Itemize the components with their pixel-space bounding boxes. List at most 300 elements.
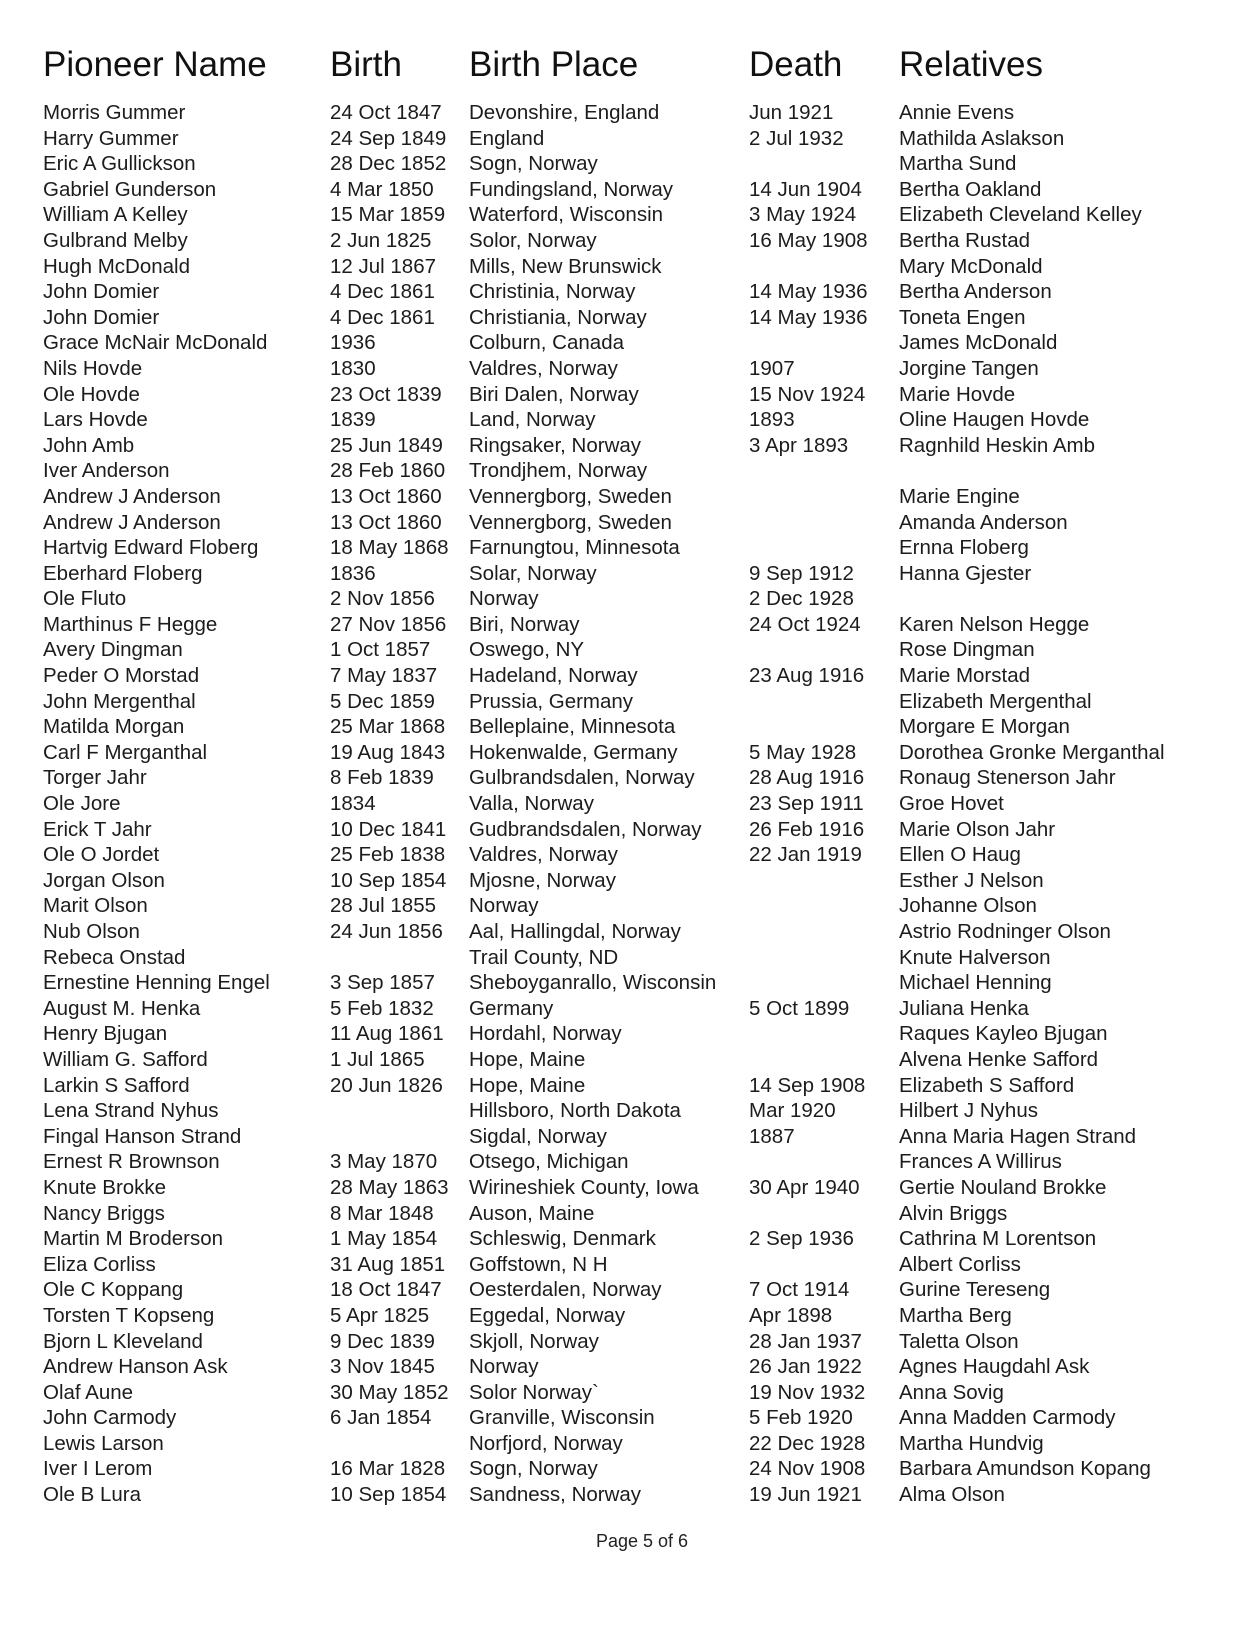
relatives-cell: Amanda Anderson	[899, 510, 1068, 534]
relatives-cell: Bertha Oakland	[899, 177, 1042, 201]
birth-date-cell: 19 Aug 1843	[330, 740, 446, 764]
relatives-cell: Esther J Nelson	[899, 868, 1044, 892]
death-date-cell: 9 Sep 1912	[749, 561, 854, 585]
table-row	[0, 740, 1244, 766]
relatives-cell: Alvin Briggs	[899, 1201, 1008, 1225]
birth-place-cell: Belleplaine, Minnesota	[469, 715, 676, 739]
birth-place-cell: Vennergborg, Sweden	[469, 484, 672, 508]
pioneer-name-cell: William A Kelley	[43, 203, 188, 227]
birth-date-cell: 28 Dec 1852	[330, 152, 447, 176]
relatives-cell: Elizabeth S Safford	[899, 1073, 1075, 1097]
pioneer-name-cell: Harry Gummer	[43, 126, 179, 150]
table-row	[0, 1277, 1244, 1303]
table-row	[0, 1226, 1244, 1252]
relatives-cell: Marie Engine	[899, 484, 1020, 508]
birth-date-cell: 18 May 1868	[330, 536, 449, 560]
pioneer-name-cell: Peder O Morstad	[43, 664, 200, 688]
birth-place-cell: Colburn, Canada	[469, 331, 624, 355]
pioneer-name-cell: August M. Henka	[43, 996, 201, 1020]
death-date-cell: 16 May 1908	[749, 228, 868, 252]
birth-date-cell: 30 May 1852	[330, 1380, 449, 1404]
table-row	[0, 714, 1244, 740]
birth-place-cell: Land, Norway	[469, 408, 596, 432]
birth-date-cell: 6 Jan 1854	[330, 1406, 432, 1430]
relatives-cell: Anna Maria Hagen Strand	[899, 1124, 1137, 1148]
birth-place-cell: Ringsaker, Norway	[469, 433, 642, 457]
pioneer-name-cell: Hartvig Edward Floberg	[43, 536, 259, 560]
relatives-cell: Marie Hovde	[899, 382, 1016, 406]
death-date-cell: 22 Jan 1919	[749, 843, 862, 867]
birth-place-cell: Sogn, Norway	[469, 152, 598, 176]
pioneer-name-cell: Nancy Briggs	[43, 1201, 165, 1225]
pioneer-name-cell: Erick T Jahr	[43, 817, 152, 841]
pioneer-name-cell: Ole C Koppang	[43, 1278, 184, 1302]
birth-date-cell: 1 Oct 1857	[330, 638, 431, 662]
pioneer-name-cell: Gabriel Gunderson	[43, 177, 217, 201]
relatives-cell: Elizabeth Mergenthal	[899, 689, 1092, 713]
pioneer-name-cell: Hugh McDonald	[43, 254, 190, 278]
relatives-cell: Juliana Henka	[899, 996, 1029, 1020]
death-date-cell: 2 Dec 1928	[749, 587, 854, 611]
death-date-cell: 2 Jul 1932	[749, 126, 844, 150]
relatives-cell: Gertie Nouland Brokke	[899, 1175, 1107, 1199]
birth-date-cell: 5 Dec 1859	[330, 689, 435, 713]
birth-date-cell: 12 Jul 1867	[330, 254, 437, 278]
relatives-cell: Ragnhild Heskin Amb	[899, 433, 1095, 457]
table-row	[0, 1252, 1244, 1278]
birth-date-cell: 3 May 1870	[330, 1150, 438, 1174]
column-headers	[0, 40, 1244, 90]
death-date-cell: 28 Jan 1937	[749, 1329, 862, 1353]
death-date-cell: 5 May 1928	[749, 740, 857, 764]
table-row	[0, 791, 1244, 817]
birth-place-cell: Wirineshiek County, Iowa	[469, 1175, 699, 1199]
header-birth-place: Birth Place	[469, 45, 639, 84]
birth-date-cell: 15 Mar 1859	[330, 203, 446, 227]
table-row	[0, 535, 1244, 561]
table-row	[0, 356, 1244, 382]
table-row	[0, 689, 1244, 715]
birth-place-cell: Christinia, Norway	[469, 280, 636, 304]
relatives-cell: Frances A Willirus	[899, 1150, 1062, 1174]
relatives-cell: Jorgine Tangen	[899, 356, 1039, 380]
table-row	[0, 996, 1244, 1022]
birth-place-cell: Waterford, Wisconsin	[469, 203, 664, 227]
birth-place-cell: Sandness, Norway	[469, 1483, 642, 1507]
relatives-cell: Annie Evens	[899, 101, 1015, 124]
birth-date-cell: 18 Oct 1847	[330, 1278, 442, 1302]
pioneer-name-cell: Carl F Merganthal	[43, 740, 208, 764]
pioneer-name-cell: Andrew J Anderson	[43, 510, 221, 534]
death-date-cell: 14 May 1936	[749, 305, 868, 329]
pioneer-name-cell: Matilda Morgan	[43, 715, 185, 739]
table-row	[0, 305, 1244, 331]
table-row	[0, 561, 1244, 587]
birth-date-cell: 24 Sep 1849	[330, 126, 447, 150]
table-row	[0, 202, 1244, 228]
birth-place-cell: Valla, Norway	[469, 792, 594, 816]
death-date-cell: 15 Nov 1924	[749, 382, 866, 406]
relatives-cell: Cathrina M Lorentson	[899, 1227, 1097, 1251]
death-date-cell: 1893	[749, 408, 795, 432]
birth-place-cell: Sheboyganrallo, Wisconsin	[469, 971, 717, 995]
table-row	[0, 817, 1244, 843]
pioneer-name-cell: John Mergenthal	[43, 689, 196, 713]
death-date-cell: 19 Nov 1932	[749, 1380, 866, 1404]
table-row	[0, 510, 1244, 536]
birth-date-cell: 1936	[330, 331, 376, 355]
pioneer-name-cell: Knute Brokke	[43, 1175, 167, 1199]
birth-place-cell: Hope, Maine	[469, 1073, 586, 1097]
birth-date-cell: 3 Nov 1845	[330, 1355, 435, 1379]
birth-place-cell: Sogn, Norway	[469, 1457, 598, 1481]
table-row	[0, 407, 1244, 433]
birth-date-cell: 16 Mar 1828	[330, 1457, 446, 1481]
birth-place-cell: Solor, Norway	[469, 228, 597, 252]
death-date-cell: 14 Sep 1908	[749, 1073, 866, 1097]
table-row	[0, 126, 1244, 152]
table-row	[0, 254, 1244, 280]
birth-date-cell: 1836	[330, 561, 376, 585]
birth-place-cell: Prussia, Germany	[469, 689, 634, 713]
relatives-cell: Michael Henning	[899, 971, 1052, 995]
relatives-cell: Alvena Henke Safford	[899, 1047, 1099, 1071]
pioneer-name-cell: Ole O Jordet	[43, 843, 160, 867]
birth-place-cell: Oswego, NY	[469, 638, 585, 662]
table-row	[0, 228, 1244, 254]
table-row	[0, 1124, 1244, 1150]
relatives-cell: Knute Halverson	[899, 945, 1051, 969]
table-row	[0, 1201, 1244, 1227]
relatives-cell: Hanna Gjester	[899, 561, 1032, 585]
table-row	[0, 970, 1244, 996]
relatives-cell: Anna Sovig	[899, 1380, 1004, 1404]
birth-date-cell: 10 Sep 1854	[330, 1483, 447, 1507]
pioneer-name-cell: Olaf Aune	[43, 1380, 134, 1404]
table-row	[0, 484, 1244, 510]
pioneer-name-cell: Iver I Lerom	[43, 1457, 153, 1481]
birth-date-cell: 28 May 1863	[330, 1175, 449, 1199]
death-date-cell: 1907	[749, 356, 795, 380]
birth-place-cell: Norfjord, Norway	[469, 1431, 623, 1455]
birth-place-cell: Solar, Norway	[469, 561, 597, 585]
table-row	[0, 100, 1244, 126]
birth-date-cell: 4 Mar 1850	[330, 177, 434, 201]
birth-date-cell: 7 May 1837	[330, 664, 438, 688]
pioneer-name-cell: Avery Dingman	[43, 638, 183, 662]
pioneer-name-cell: Andrew J Anderson	[43, 484, 221, 508]
table-row	[0, 765, 1244, 791]
birth-date-cell: 1830	[330, 356, 376, 380]
pioneer-name-cell: Rebeca Onstad	[43, 945, 186, 969]
birth-place-cell: Sigdal, Norway	[469, 1124, 607, 1148]
table-row	[0, 1021, 1244, 1047]
relatives-cell: Ronaug Stenerson Jahr	[899, 766, 1116, 790]
death-date-cell: Jun 1921	[749, 101, 834, 124]
birth-place-cell: Vennergborg, Sweden	[469, 510, 672, 534]
death-date-cell: 3 Apr 1893	[749, 433, 849, 457]
birth-date-cell: 4 Dec 1861	[330, 280, 435, 304]
birth-date-cell: 25 Mar 1868	[330, 715, 446, 739]
birth-place-cell: Hadeland, Norway	[469, 664, 638, 688]
birth-date-cell: 24 Oct 1847	[330, 101, 442, 124]
table-row	[0, 842, 1244, 868]
pioneer-name-cell: John Domier	[43, 280, 160, 304]
pioneer-name-cell: Gulbrand Melby	[43, 228, 188, 252]
pioneer-name-cell: Lewis Larson	[43, 1431, 164, 1455]
birth-date-cell: 28 Jul 1855	[330, 894, 437, 918]
birth-date-cell: 9 Dec 1839	[330, 1329, 435, 1353]
birth-place-cell: Germany	[469, 996, 554, 1020]
table-row	[0, 1149, 1244, 1175]
header-pioneer-name: Pioneer Name	[43, 45, 267, 84]
header-death: Death	[749, 45, 843, 84]
birth-date-cell: 1 Jul 1865	[330, 1047, 425, 1071]
table-row	[0, 1073, 1244, 1099]
pioneer-name-cell: Jorgan Olson	[43, 868, 165, 892]
birth-place-cell: Norway	[469, 894, 539, 918]
pioneer-name-cell: John Domier	[43, 305, 160, 329]
death-date-cell: 5 Feb 1920	[749, 1406, 853, 1430]
death-date-cell: 19 Jun 1921	[749, 1483, 862, 1507]
pioneer-name-cell: Morris Gummer	[43, 101, 186, 124]
death-date-cell: Mar 1920	[749, 1099, 836, 1123]
table-row	[0, 330, 1244, 356]
table-row	[0, 433, 1244, 459]
birth-place-cell: Devonshire, England	[469, 101, 660, 124]
table-row	[0, 1175, 1244, 1201]
birth-place-cell: Norway	[469, 587, 539, 611]
birth-place-cell: Hordahl, Norway	[469, 1022, 622, 1046]
relatives-cell: Alma Olson	[899, 1483, 1005, 1507]
death-date-cell: 2 Sep 1936	[749, 1227, 854, 1251]
relatives-cell: Oline Haugen Hovde	[899, 408, 1090, 432]
table-row	[0, 945, 1244, 971]
table-row	[0, 637, 1244, 663]
pioneer-name-cell: Eberhard Floberg	[43, 561, 203, 585]
birth-place-cell: Trail County, ND	[469, 945, 619, 969]
birth-place-cell: England	[469, 126, 545, 150]
relatives-cell: Anna Madden Carmody	[899, 1406, 1116, 1430]
birth-date-cell: 31 Aug 1851	[330, 1252, 446, 1276]
birth-place-cell: Valdres, Norway	[469, 843, 618, 867]
birth-date-cell: 24 Jun 1856	[330, 920, 443, 943]
relatives-cell: Bertha Anderson	[899, 280, 1052, 304]
page-number	[0, 1531, 1244, 1552]
table-row	[0, 1354, 1244, 1380]
death-date-cell: 26 Jan 1922	[749, 1355, 862, 1379]
relatives-cell: Raques Kayleo Bjugan	[899, 1022, 1108, 1046]
pioneer-name-cell: Eric A Gullickson	[43, 152, 196, 176]
table-row	[0, 586, 1244, 612]
birth-place-cell: Oesterdalen, Norway	[469, 1278, 662, 1302]
table-row	[0, 279, 1244, 305]
birth-date-cell: 28 Feb 1860	[330, 459, 446, 483]
table-row	[0, 893, 1244, 919]
table-row	[0, 919, 1244, 945]
relatives-cell: Mathilda Aslakson	[899, 126, 1065, 150]
pioneer-name-cell: Andrew Hanson Ask	[43, 1355, 228, 1379]
birth-place-cell: Fundingsland, Norway	[469, 177, 673, 201]
pioneer-name-cell: John Carmody	[43, 1406, 177, 1430]
death-date-cell: 5 Oct 1899	[749, 996, 850, 1020]
relatives-cell: Groe Hovet	[899, 792, 1004, 816]
birth-date-cell: 10 Dec 1841	[330, 817, 447, 841]
death-date-cell: 14 Jun 1904	[749, 177, 862, 201]
birth-date-cell: 8 Feb 1839	[330, 766, 434, 790]
birth-place-cell: Valdres, Norway	[469, 356, 618, 380]
pioneer-name-cell: Eliza Corliss	[43, 1252, 156, 1276]
relatives-cell: James McDonald	[899, 331, 1058, 355]
table-row	[0, 1329, 1244, 1355]
table-row	[0, 1098, 1244, 1124]
pioneer-name-cell: Nub Olson	[43, 920, 140, 943]
header-relatives: Relatives	[899, 45, 1043, 84]
birth-date-cell: 5 Apr 1825	[330, 1303, 430, 1327]
birth-place-cell: Schleswig, Denmark	[469, 1227, 656, 1251]
birth-place-cell: Biri, Norway	[469, 612, 580, 636]
relatives-cell: Morgare E Morgan	[899, 715, 1070, 739]
death-date-cell: 26 Feb 1916	[749, 817, 865, 841]
relatives-cell: Hilbert J Nyhus	[899, 1099, 1038, 1123]
birth-date-cell: 13 Oct 1860	[330, 510, 442, 534]
relatives-cell: Marie Morstad	[899, 664, 1031, 688]
death-date-cell: 24 Oct 1924	[749, 612, 861, 636]
table-row	[0, 612, 1244, 638]
pioneer-name-cell: Larkin S Safford	[43, 1073, 190, 1097]
birth-date-cell: 1834	[330, 792, 376, 816]
birth-place-cell: Farnungtou, Minnesota	[469, 536, 680, 560]
table-row	[0, 1047, 1244, 1073]
table-row	[0, 1482, 1244, 1508]
relatives-cell: Martha Hundvig	[899, 1431, 1044, 1455]
birth-place-cell: Hope, Maine	[469, 1047, 586, 1071]
relatives-cell: Dorothea Gronke Merganthal	[899, 740, 1165, 764]
death-date-cell: 28 Aug 1916	[749, 766, 865, 790]
death-date-cell: 14 May 1936	[749, 280, 868, 304]
table-row	[0, 458, 1244, 484]
pioneer-name-cell: William G. Safford	[43, 1047, 208, 1071]
pioneer-name-cell: Ole Hovde	[43, 382, 140, 406]
page-number-text: Page 5 of 6	[595, 1531, 689, 1551]
relatives-cell: Albert Corliss	[899, 1252, 1021, 1276]
table-row	[0, 1303, 1244, 1329]
death-date-cell: Apr 1898	[749, 1303, 833, 1327]
birth-date-cell: 10 Sep 1854	[330, 868, 447, 892]
birth-place-cell: Aal, Hallingdal, Norway	[469, 920, 681, 943]
pioneer-name-cell: Grace McNair McDonald	[43, 331, 268, 355]
death-date-cell: 22 Dec 1928	[749, 1431, 866, 1455]
birth-place-cell: Gudbrandsdalen, Norway	[469, 817, 702, 841]
birth-place-cell: Otsego, Michigan	[469, 1150, 629, 1174]
pioneer-name-cell: Torsten T Kopseng	[43, 1303, 215, 1327]
pioneer-name-cell: Lena Strand Nyhus	[43, 1099, 219, 1123]
pioneer-name-cell: Martin M Broderson	[43, 1227, 224, 1251]
pioneer-name-cell: Lars Hovde	[43, 408, 148, 432]
relatives-cell: Elizabeth Cleveland Kelley	[899, 203, 1142, 227]
birth-date-cell: 5 Feb 1832	[330, 996, 434, 1020]
death-date-cell: 1887	[749, 1124, 795, 1148]
birth-place-cell: Goffstown, N H	[469, 1252, 608, 1276]
pioneer-name-cell: Iver Anderson	[43, 459, 170, 483]
pioneer-name-cell: Nils Hovde	[43, 356, 143, 380]
birth-date-cell: 27 Nov 1856	[330, 612, 447, 636]
relatives-cell: Marie Olson Jahr	[899, 817, 1056, 841]
birth-place-cell: Christiania, Norway	[469, 305, 647, 329]
birth-date-cell: 20 Jun 1826	[330, 1073, 443, 1097]
relatives-cell: Ellen O Haug	[899, 843, 1021, 867]
birth-place-cell: Eggedal, Norway	[469, 1303, 626, 1327]
death-date-cell: 23 Aug 1916	[749, 664, 865, 688]
relatives-cell: Karen Nelson Hegge	[899, 612, 1090, 636]
birth-place-cell: Biri Dalen, Norway	[469, 382, 639, 406]
birth-place-cell: Solor Norway`	[469, 1380, 599, 1404]
relatives-cell: Johanne Olson	[899, 894, 1037, 918]
table-row	[0, 663, 1244, 689]
table-row	[0, 868, 1244, 894]
relatives-cell: Taletta Olson	[899, 1329, 1019, 1353]
header-birth: Birth	[330, 45, 402, 84]
table-row	[0, 382, 1244, 408]
pioneer-table	[0, 100, 1244, 1508]
birth-place-cell: Granville, Wisconsin	[469, 1406, 655, 1430]
relatives-cell: Toneta Engen	[899, 305, 1026, 329]
death-date-cell: 24 Nov 1908	[749, 1457, 866, 1481]
birth-date-cell: 1 May 1854	[330, 1227, 438, 1251]
birth-place-cell: Trondjhem, Norway	[469, 459, 648, 483]
birth-date-cell: 13 Oct 1860	[330, 484, 442, 508]
birth-date-cell: 4 Dec 1861	[330, 305, 435, 329]
relatives-cell: Agnes Haugdahl Ask	[899, 1355, 1090, 1379]
death-date-cell: 3 May 1924	[749, 203, 857, 227]
pioneer-name-cell: Ernestine Henning Engel	[43, 971, 270, 995]
pioneer-name-cell: John Amb	[43, 433, 135, 457]
relatives-cell: Martha Berg	[899, 1303, 1012, 1327]
birth-date-cell: 8 Mar 1848	[330, 1201, 434, 1225]
pioneer-name-cell: Ole Fluto	[43, 587, 127, 611]
table-row	[0, 1431, 1244, 1457]
pioneer-name-cell: Marit Olson	[43, 894, 148, 918]
relatives-cell: Rose Dingman	[899, 638, 1035, 662]
birth-place-cell: Gulbrandsdalen, Norway	[469, 766, 695, 790]
birth-place-cell: Hillsboro, North Dakota	[469, 1099, 681, 1123]
birth-date-cell: 11 Aug 1861	[330, 1022, 444, 1046]
birth-place-cell: Auson, Maine	[469, 1201, 595, 1225]
death-date-cell: 30 Apr 1940	[749, 1175, 860, 1199]
birth-date-cell: 2 Jun 1825	[330, 228, 432, 252]
death-date-cell: 23 Sep 1911	[749, 792, 864, 816]
relatives-cell: Gurine Tereseng	[899, 1278, 1051, 1302]
birth-place-cell: Skjoll, Norway	[469, 1329, 599, 1353]
relatives-cell: Barbara Amundson Kopang	[899, 1457, 1151, 1481]
pioneer-name-cell: Bjorn L Kleveland	[43, 1329, 203, 1353]
relatives-cell: Mary McDonald	[899, 254, 1043, 278]
relatives-cell: Bertha Rustad	[899, 228, 1031, 252]
birth-date-cell: 23 Oct 1839	[330, 382, 442, 406]
pioneer-name-cell: Marthinus F Hegge	[43, 612, 218, 636]
table-row	[0, 177, 1244, 203]
birth-place-cell: Mjosne, Norway	[469, 868, 616, 892]
table-row	[0, 1405, 1244, 1431]
birth-date-cell: 1839	[330, 408, 376, 432]
relatives-cell: Martha Sund	[899, 152, 1017, 176]
birth-date-cell: 2 Nov 1856	[330, 587, 435, 611]
pioneer-name-cell: Henry Bjugan	[43, 1022, 168, 1046]
death-date-cell: 7 Oct 1914	[749, 1278, 850, 1302]
relatives-cell: Astrio Rodninger Olson	[899, 920, 1111, 943]
table-row	[0, 1456, 1244, 1482]
table-row	[0, 1380, 1244, 1406]
